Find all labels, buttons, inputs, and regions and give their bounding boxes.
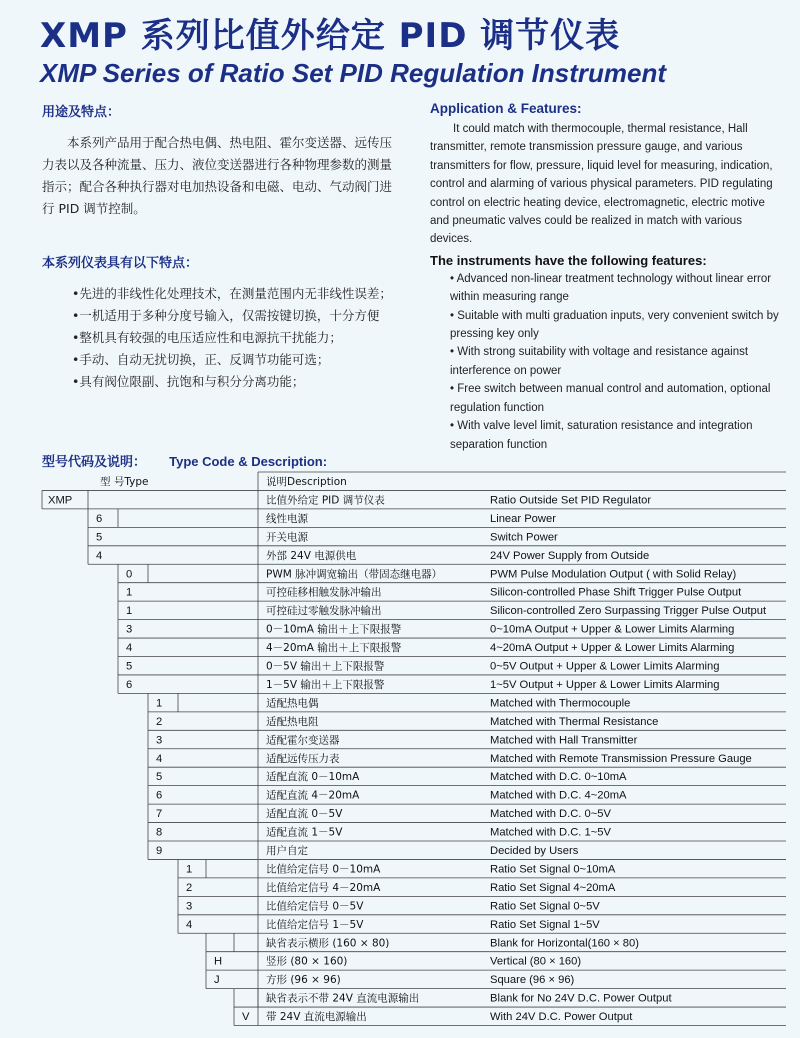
row-description-cn: 适配直流 4－20mA [266,789,360,802]
row-description-en: Matched with D.C. 0~5V [490,808,611,821]
row-description-en: PWM Pulse Modulation Output ( with Solid Relay) [490,568,737,581]
type-code-value: 3 [186,900,193,913]
row-description-en: Matched with D.C. 1~5V [490,826,611,839]
type-code-value: 1 [126,586,133,599]
row-description-en: Blank for No 24V D.C. Power Output [490,992,672,1005]
column-header-description: 说明Description [266,476,347,488]
type-code-value: 4 [96,549,103,562]
row-description-en: Ratio Set Signal 4~20mA [490,881,616,894]
type-code-heading [42,451,327,470]
row-description-cn: 缺省表示不带 24V 直流电源输出 [266,992,420,1005]
row-description-cn: 开关电源 [266,531,308,544]
type-code-value: J [214,974,220,987]
row-description-cn: 带 24V 直流电源输出 [266,1011,367,1024]
feature-en-item: • Free switch between manual control and automation, optional regulation function [450,383,771,414]
row-description-cn: 1－5V 输出＋上下限报警 [266,678,385,691]
type-code-table [0,470,800,1030]
type-code-value: 7 [156,808,163,821]
type-code-value: XMP [48,494,73,507]
left-features [42,252,404,393]
usage-paragraph-cn: 本系列产品用于配合热电偶、热电阻、霍尔变送器、远传压力表以及各种流量、压力、液位变送器进行各种物理参数的测量指示；配合各种执行器对电加热设备和电磁、电动、气动阀门进行 PID 调节控制。 [42,135,393,216]
row-description-cn: 用户自定 [266,845,308,857]
row-description-en: Silicon-controlled Phase Shift Trigger Pulse Output [490,586,742,599]
row-description-cn: 缺省表示横形 (160 × 80) [266,937,390,950]
type-code-value: 2 [156,715,163,728]
row-description-cn: 比值给定信号 4－20mA [266,881,381,894]
feature-cn-item: •手动、自动无扰切换，正、反调节功能可选； [72,352,330,367]
row-description-en: 4~20mA Output + Upper & Lower Limits Alarming [490,642,735,655]
row-description-en: Matched with D.C. 0~10mA [490,771,627,784]
row-description-en: Matched with Hall Transmitter [490,734,638,747]
type-code-value: 3 [156,734,163,747]
feature-cn-item: •先进的非线性化处理技术，在测量范围内无非线性误差； [72,286,392,301]
row-description-cn: 0－5V 输出＋上下限报警 [266,660,385,673]
type-code-value: 1 [186,863,193,876]
row-description-en: Matched with Thermal Resistance [490,715,659,728]
row-description-cn: 0－10mA 输出＋上下限报警 [266,623,402,636]
row-description-cn: 竖形 (80 × 160) [266,955,348,968]
row-description-cn: 线性电源 [266,512,308,525]
row-description-en: Square (96 × 96) [490,974,575,987]
feature-en-item: • Advanced non-linear treatment technology without linear error within measuring range [450,272,772,304]
row-description-cn: PWM 脉冲调宽输出（带固态继电器） [266,568,443,581]
type-code-value: 6 [126,678,133,691]
feature-cn-item: •具有阀位限副、抗饱和与积分分离功能； [72,374,305,389]
row-description-cn: 适配直流 1－5V [266,826,343,839]
row-description-cn: 比值给定信号 0－10mA [266,863,381,876]
type-code-value: 4 [186,918,193,931]
type-code-value: 0 [126,568,133,581]
feature-cn-item: •整机具有较强的电压适应性和电源抗干扰能力； [72,330,342,345]
row-description-en: Ratio Set Signal 1~5V [490,918,600,931]
feature-en-item: • With valve level limit, saturation resistance and integration separation function [450,420,753,451]
application-heading-en: Application & Features: [430,101,582,116]
type-code-value: 6 [156,789,163,802]
row-description-cn: 适配直流 0－5V [266,808,343,821]
row-description-en: With 24V D.C. Power Output [490,1011,633,1024]
feature-en-item: • With strong suitability with voltage and resistance against interference on power [450,346,749,377]
type-code-value: 8 [156,826,163,839]
row-description-cn: 适配霍尔变送器 [266,734,340,747]
row-description-cn: 适配直流 0－10mA [266,771,360,784]
type-code-value: 1 [126,605,133,618]
feature-en-item: • Suitable with multi graduation inputs, very convenient switch by pressing key only [450,309,779,341]
row-description-cn: 比值给定信号 1－5V [266,918,364,931]
row-description-cn: 方形 (96 × 96) [266,974,341,987]
row-description-en: Decided by Users [490,845,579,857]
row-description-en: 24V Power Supply from Outside [490,549,650,562]
type-code-value: 2 [186,881,193,894]
row-description-en: Vertical (80 × 160) [490,955,582,968]
type-code-value: 5 [126,660,133,673]
row-description-cn: 适配远传压力表 [266,752,340,765]
column-header-type: 型 号Type [100,476,149,488]
type-code-value: 3 [126,623,133,636]
application-paragraph-en: It could match with thermocouple, thermal resistance, Hall transmitter, remote transmission pressure gauge, and various transmitters for flow, pressure, liquid level for measuring, indication, control and alarming of various physical parameters. PID regulating control on electric heating device, electromagnetic, electric motive and pneumatic valves could be realized in match with various devices. [430,123,773,246]
type-code-value: 1 [156,697,163,710]
row-description-cn: 适配热电阻 [266,715,319,728]
type-code-value: 5 [156,771,163,784]
type-code-value: 4 [126,642,133,655]
row-description-cn: 4－20mA 输出＋上下限报警 [266,642,402,655]
page-title-cn: XMP 系列比值外给定 PID 调节仪表 [40,16,621,56]
type-code-heading-en: Type Code & Description: [169,454,328,469]
row-description-en: Ratio Outside Set PID Regulator [490,494,652,507]
row-description-en: Ratio Set Signal 0~5V [490,900,600,913]
type-code-value: V [242,1011,250,1024]
feature-cn-item: •一机适用于多种分度号输入，仅需按键切换，十分方便 [72,308,380,323]
right-column [430,101,782,454]
row-description-en: 0~10mA Output + Upper & Lower Limits Alarming [490,623,735,636]
type-code-value: 5 [96,531,103,544]
row-description-en: 1~5V Output + Upper & Lower Limits Alarming [490,678,720,691]
row-description-en: Matched with Thermocouple [490,697,631,710]
row-description-en: Matched with D.C. 4~20mA [490,789,627,802]
left-column [42,101,404,220]
type-code-heading-cn: 型号代码及说明： [42,455,147,470]
row-description-en: Ratio Set Signal 0~10mA [490,863,616,876]
row-description-en: Matched with Remote Transmission Pressure Gauge [490,752,752,765]
row-description-cn: 可控硅过零触发脉冲输出 [266,605,382,618]
type-code-value: H [214,955,223,968]
row-description-en: Linear Power [490,512,556,525]
row-description-en: 0~5V Output + Upper & Lower Limits Alarming [490,660,720,673]
features-heading-cn: 本系列仪表具有以下特点： [42,256,199,271]
type-code-value: 6 [96,512,103,525]
row-description-en: Silicon-controlled Zero Surpassing Trigger Pulse Output [490,605,767,618]
row-description-en: Switch Power [490,531,558,544]
type-code-value: 9 [156,845,163,857]
usage-heading-cn: 用途及特点： [42,105,121,120]
page-title-en: XMP Series of Ratio Set PID Regulation Instrument [40,58,667,88]
row-description-cn: 比值给定信号 0－5V [266,900,364,913]
features-heading-en: The instruments have the following features: [430,252,707,268]
row-description-cn: 适配热电偶 [266,697,319,710]
type-code-value: 4 [156,752,163,765]
row-description-en: Blank for Horizontal(160 × 80) [490,937,639,950]
row-description-cn: 比值外给定 PID 调节仪表 [266,494,385,507]
row-description-cn: 可控硅移相触发脉冲输出 [266,586,382,599]
row-description-cn: 外部 24V 电源供电 [266,549,357,562]
